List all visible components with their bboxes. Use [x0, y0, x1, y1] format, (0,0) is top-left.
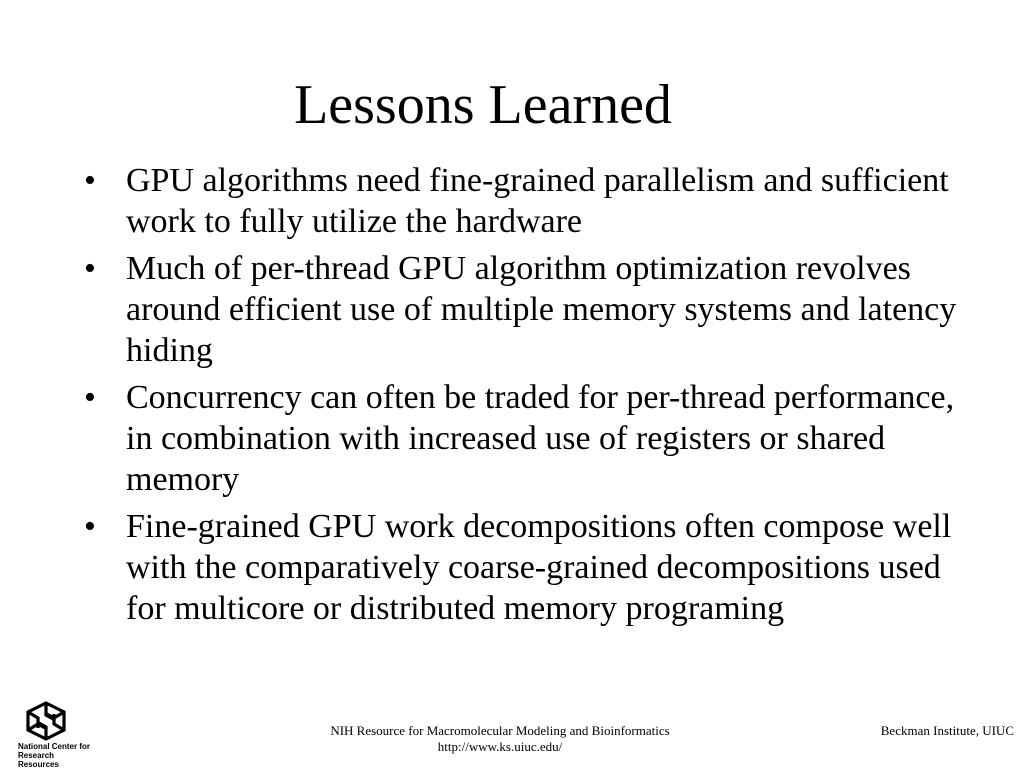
- ncrr-logo: [18, 700, 91, 769]
- ncrr-logo-icon: [22, 700, 70, 742]
- logo-text: [18, 742, 90, 769]
- bullet-list: [84, 160, 964, 635]
- slide-title: Lessons Learned: [294, 74, 672, 136]
- bullet-marker: •: [84, 162, 96, 199]
- bullet-text: Concurrency can often be traded for per-thread performance, in combination with increased use of registers or shared memory: [126, 379, 955, 498]
- logo-text-line: Research Resources: [18, 751, 59, 769]
- footer-url: http://www.ks.uiuc.edu/: [437, 739, 563, 754]
- footer-institute: Beckman Institute, UIUC: [880, 723, 1014, 738]
- bullet-item: [84, 248, 964, 371]
- bullet-marker: •: [84, 250, 96, 287]
- bullet-item: [84, 506, 964, 629]
- bullet-item: [84, 160, 964, 242]
- logo-text-line: National Center for: [18, 742, 91, 751]
- bullet-text: GPU algorithms need fine-grained parallelism and sufficient work to fully utilize the hardware: [126, 162, 949, 240]
- bullet-marker: •: [84, 508, 96, 545]
- bullet-marker: •: [84, 379, 96, 416]
- bullet-item: [84, 377, 964, 500]
- bullet-text: Much of per-thread GPU algorithm optimization revolves around efficient use of multiple memory systems and latency hiding: [126, 250, 957, 369]
- footer-center: [250, 723, 750, 755]
- footer-resource-name: NIH Resource for Macromolecular Modeling and Bioinformatics: [330, 723, 670, 738]
- bullet-text: Fine-grained GPU work decompositions often compose well with the comparatively coarse-grained decompositions used for multicore or distributed memory programing: [126, 508, 952, 627]
